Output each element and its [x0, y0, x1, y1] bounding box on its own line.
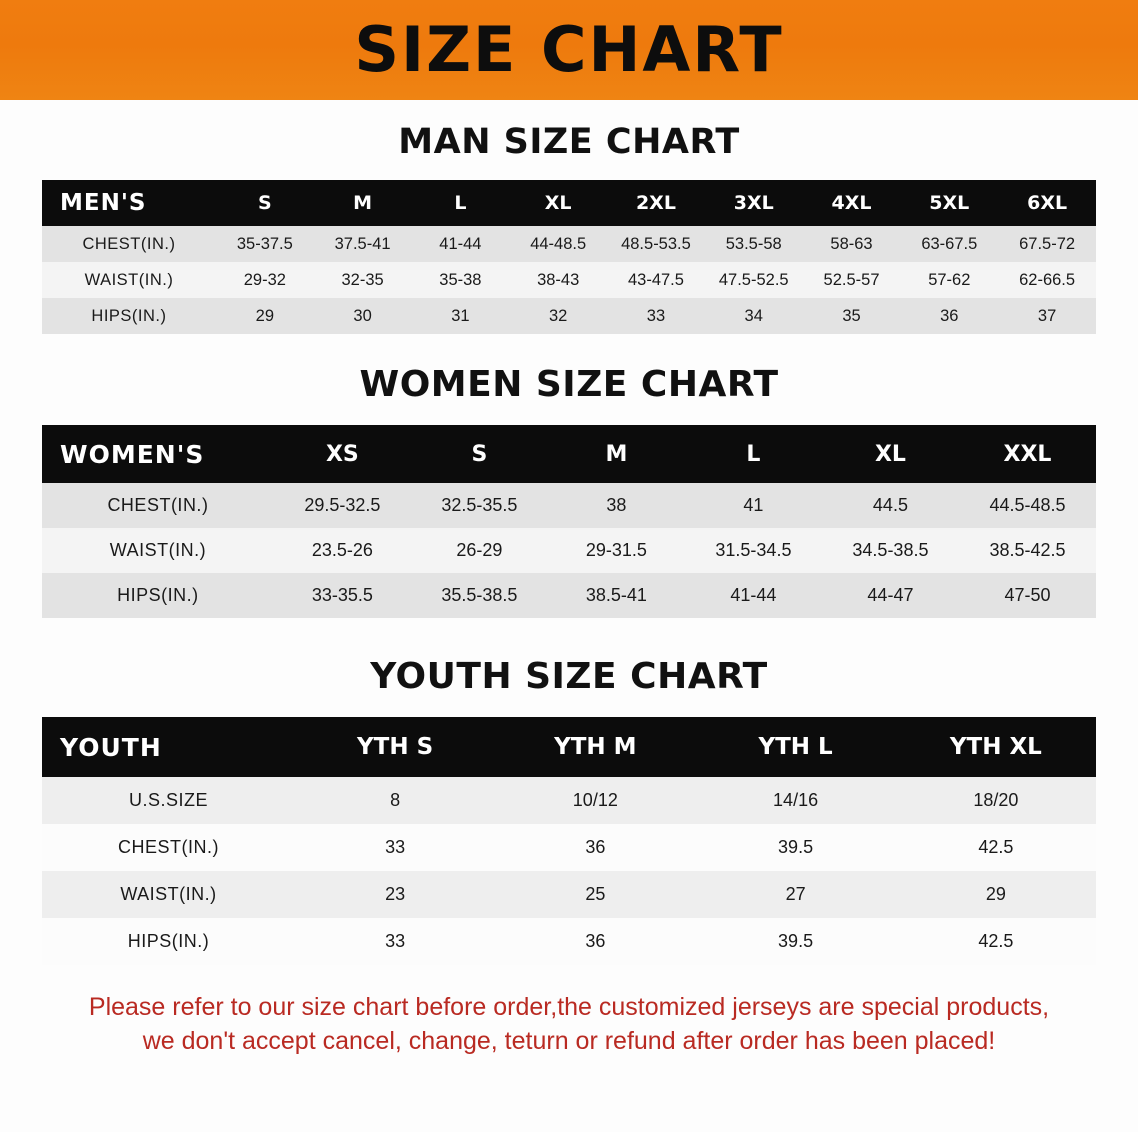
- cell: 23: [295, 871, 495, 918]
- cell: 33-35.5: [274, 573, 411, 618]
- cell: 39.5: [695, 918, 895, 965]
- row-label: WAIST(IN.): [42, 871, 295, 918]
- cell: 62-66.5: [998, 262, 1096, 298]
- cell: 36: [495, 824, 695, 871]
- disclaimer-note: [40, 991, 1098, 1059]
- cell: 44.5: [822, 483, 959, 528]
- disclaimer-line-1: Please refer to our size chart before order,the customized jerseys are special products,: [88, 993, 1050, 1021]
- cell: 27: [695, 871, 895, 918]
- cell: 33: [607, 298, 705, 334]
- row-label: U.S.SIZE: [42, 777, 295, 824]
- man-size-table: [42, 180, 1096, 334]
- cell: 41-44: [412, 226, 510, 262]
- man-col-header: M: [314, 180, 412, 226]
- cell: 34: [705, 298, 803, 334]
- cell: 37.5-41: [314, 226, 412, 262]
- women-col-header: L: [685, 425, 822, 483]
- women-col-header: M: [548, 425, 685, 483]
- cell: 37: [998, 298, 1096, 334]
- man-section-heading: MAN SIZE CHART: [398, 122, 740, 162]
- cell: 29-31.5: [548, 528, 685, 573]
- table-row: [42, 226, 1096, 262]
- man-col-header: 2XL: [607, 180, 705, 226]
- disclaimer-line-2: we don't accept cancel, change, teturn or refund after order has been placed!: [142, 1026, 996, 1055]
- cell: 26-29: [411, 528, 548, 573]
- cell: 33: [295, 824, 495, 871]
- row-label: HIPS(IN.): [42, 573, 274, 618]
- cell: 63-67.5: [900, 226, 998, 262]
- cell: 38-43: [509, 262, 607, 298]
- row-label: WAIST(IN.): [42, 528, 274, 573]
- cell: 32-35: [314, 262, 412, 298]
- women-table-wrap: [42, 425, 1096, 618]
- women-col-header: XS: [274, 425, 411, 483]
- man-corner-label: MEN'S: [42, 180, 216, 226]
- cell: 36: [900, 298, 998, 334]
- man-col-header: 4XL: [803, 180, 901, 226]
- cell: 44.5-48.5: [959, 483, 1096, 528]
- man-table-wrap: [42, 180, 1096, 334]
- man-col-header: L: [412, 180, 510, 226]
- cell: 35: [803, 298, 901, 334]
- youth-corner-label: YOUTH: [42, 717, 295, 777]
- cell: 44-48.5: [509, 226, 607, 262]
- cell: 32: [509, 298, 607, 334]
- youth-header-row: [42, 717, 1096, 777]
- cell: 10/12: [495, 777, 695, 824]
- man-col-header: XL: [509, 180, 607, 226]
- cell: 38: [548, 483, 685, 528]
- cell: 57-62: [900, 262, 998, 298]
- man-table-head: [42, 180, 1096, 226]
- table-row: [42, 262, 1096, 298]
- table-row: [42, 824, 1096, 871]
- cell: 29.5-32.5: [274, 483, 411, 528]
- cell: 48.5-53.5: [607, 226, 705, 262]
- cell: 41: [685, 483, 822, 528]
- row-label: WAIST(IN.): [42, 262, 216, 298]
- cell: 67.5-72: [998, 226, 1096, 262]
- cell: 18/20: [896, 777, 1096, 824]
- youth-table-wrap: [42, 717, 1096, 965]
- table-row: [42, 918, 1096, 965]
- youth-table-body: [42, 777, 1096, 965]
- youth-col-header: YTH S: [295, 717, 495, 777]
- row-label: HIPS(IN.): [42, 918, 295, 965]
- women-header-row: [42, 425, 1096, 483]
- cell: 36: [495, 918, 695, 965]
- women-table-head: [42, 425, 1096, 483]
- page-title: SIZE CHART: [354, 13, 784, 86]
- cell: 38.5-41: [548, 573, 685, 618]
- row-label: HIPS(IN.): [42, 298, 216, 334]
- row-label: CHEST(IN.): [42, 483, 274, 528]
- cell: 47.5-52.5: [705, 262, 803, 298]
- row-label: CHEST(IN.): [42, 226, 216, 262]
- cell: 44-47: [822, 573, 959, 618]
- cell: 29: [896, 871, 1096, 918]
- women-col-header: S: [411, 425, 548, 483]
- women-col-header: XL: [822, 425, 959, 483]
- man-col-header: 6XL: [998, 180, 1096, 226]
- cell: 41-44: [685, 573, 822, 618]
- banner: [0, 0, 1138, 100]
- cell: 53.5-58: [705, 226, 803, 262]
- cell: 35-38: [412, 262, 510, 298]
- cell: 35.5-38.5: [411, 573, 548, 618]
- table-row: [42, 483, 1096, 528]
- man-table-body: [42, 226, 1096, 334]
- man-header-row: [42, 180, 1096, 226]
- man-col-header: 3XL: [705, 180, 803, 226]
- women-section-heading: WOMEN SIZE CHART: [359, 364, 779, 405]
- table-row: [42, 528, 1096, 573]
- cell: 42.5: [896, 824, 1096, 871]
- table-row: [42, 298, 1096, 334]
- cell: 25: [495, 871, 695, 918]
- table-row: [42, 871, 1096, 918]
- cell: 29-32: [216, 262, 314, 298]
- cell: 43-47.5: [607, 262, 705, 298]
- row-label: CHEST(IN.): [42, 824, 295, 871]
- youth-table-head: [42, 717, 1096, 777]
- man-col-header: S: [216, 180, 314, 226]
- cell: 42.5: [896, 918, 1096, 965]
- youth-size-table: [42, 717, 1096, 965]
- cell: 30: [314, 298, 412, 334]
- cell: 38.5-42.5: [959, 528, 1096, 573]
- table-row: [42, 777, 1096, 824]
- women-size-table: [42, 425, 1096, 618]
- cell: 31: [412, 298, 510, 334]
- cell: 39.5: [695, 824, 895, 871]
- youth-col-header: YTH L: [695, 717, 895, 777]
- cell: 34.5-38.5: [822, 528, 959, 573]
- cell: 31.5-34.5: [685, 528, 822, 573]
- women-corner-label: WOMEN'S: [42, 425, 274, 483]
- women-table-body: [42, 483, 1096, 618]
- cell: 23.5-26: [274, 528, 411, 573]
- table-row: [42, 573, 1096, 618]
- youth-col-header: YTH XL: [896, 717, 1096, 777]
- cell: 8: [295, 777, 495, 824]
- youth-section-heading: YOUTH SIZE CHART: [370, 656, 768, 697]
- cell: 47-50: [959, 573, 1096, 618]
- cell: 29: [216, 298, 314, 334]
- cell: 33: [295, 918, 495, 965]
- cell: 14/16: [695, 777, 895, 824]
- cell: 52.5-57: [803, 262, 901, 298]
- youth-col-header: YTH M: [495, 717, 695, 777]
- women-col-header: XXL: [959, 425, 1096, 483]
- cell: 32.5-35.5: [411, 483, 548, 528]
- cell: 58-63: [803, 226, 901, 262]
- man-col-header: 5XL: [900, 180, 998, 226]
- cell: 35-37.5: [216, 226, 314, 262]
